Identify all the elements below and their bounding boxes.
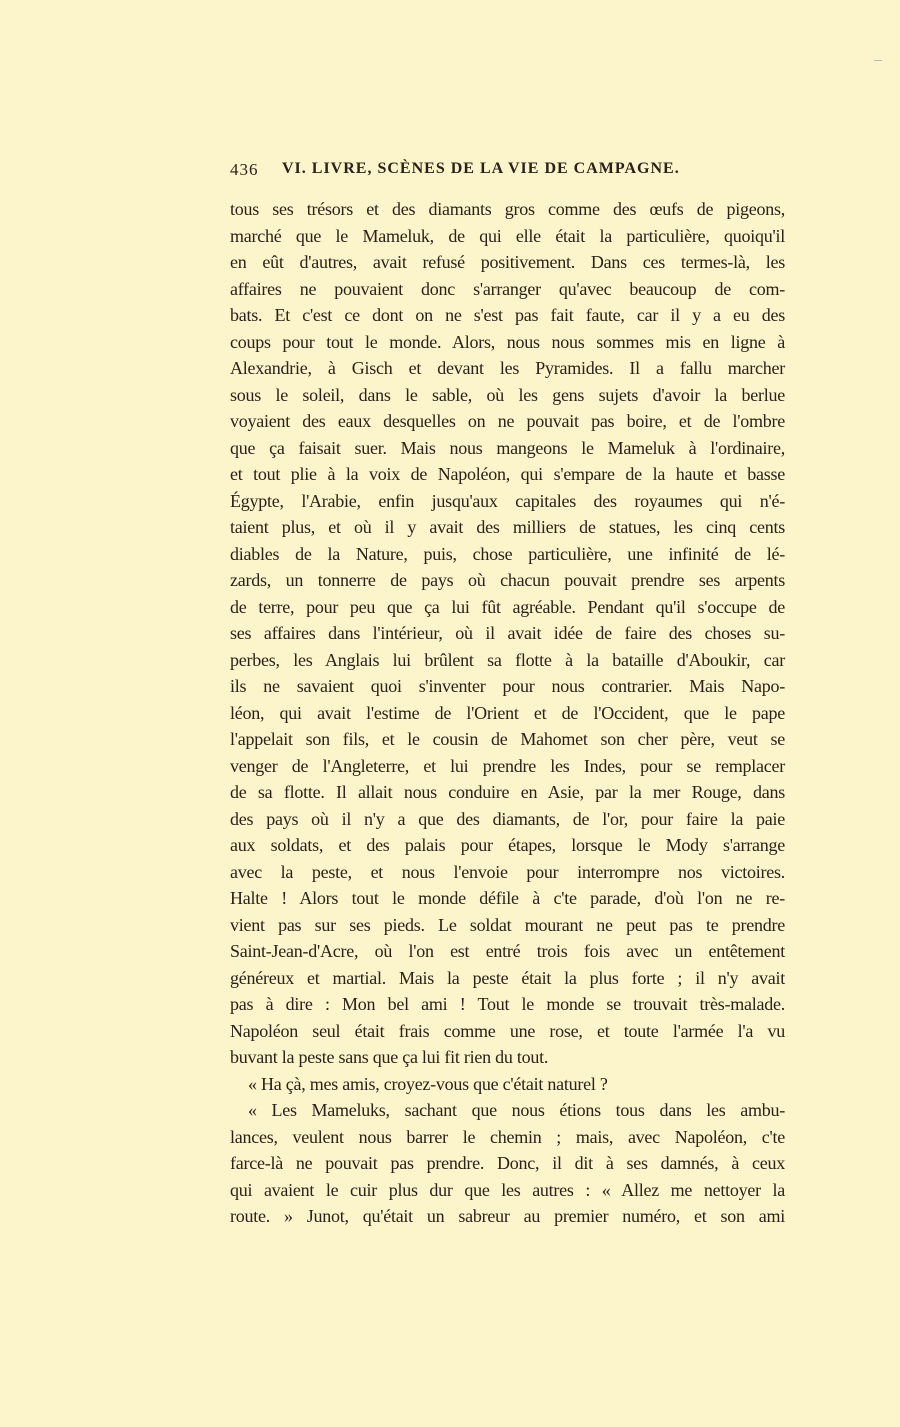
text-line: vient pas sur ses pieds. Le soldat mourant ne peut pas te prendre bbox=[230, 914, 785, 935]
text-line: en eût d'autres, avait refusé positivement. Dans ces termes-là, les bbox=[230, 252, 785, 272]
text-line: route. » Junot, qu'était un sabreur au premier numéro, et son ami bbox=[230, 1206, 785, 1226]
text-line: pas à dire : Mon bel ami ! Tout le monde se trouvait très-malade. bbox=[230, 994, 785, 1014]
text-line: aux soldats, et des palais pour étapes, lorsque le Mody s'arrange bbox=[230, 835, 785, 855]
text-line: et tout plie à la voix de Napoléon, qui s'empare de la haute et basse bbox=[230, 464, 785, 484]
text-line: lances, veulent nous barrer le chemin ; mais, avec Napoléon, c'te bbox=[230, 1126, 785, 1147]
text-line: généreux et martial. Mais la peste était la plus forte ; il n'y avait bbox=[230, 967, 785, 988]
text-line: qui avaient le cuir plus dur que les autres : « Allez me nettoyer la bbox=[230, 1179, 785, 1200]
text-line: perbes, les Anglais lui brûlent sa flotte à la bataille d'Aboukir, car bbox=[230, 649, 785, 670]
text-line: Égypte, l'Arabie, enfin jusqu'aux capitales des royaumes qui n'é- bbox=[230, 490, 785, 511]
text-line: taient plus, et où il y avait des milliers de statues, les cinq cents bbox=[230, 517, 785, 537]
text-line: voyaient des eaux desquelles on ne pouvait pas boire, et de l'ombre bbox=[230, 411, 785, 431]
text-line: venger de l'Angleterre, et lui prendre les Indes, pour se remplacer bbox=[230, 755, 785, 776]
text-line: sous le soleil, dans le sable, où les gens sujets d'avoir la berlue bbox=[230, 384, 785, 405]
text-line: bats. Et c'est ce dont on ne s'est pas fait faute, car il y a eu des bbox=[230, 305, 785, 325]
text-line: de terre, pour peu que ça lui fût agréable. Pendant qu'il s'occupe de bbox=[230, 596, 785, 617]
text-line: tous ses trésors et des diamants gros comme des œufs de pigeons, bbox=[230, 199, 785, 219]
text-line: coups pour tout le monde. Alors, nous nous sommes mis en ligne à bbox=[230, 331, 785, 352]
text-line: « Les Mameluks, sachant que nous étions tous dans les ambu- bbox=[248, 1100, 785, 1120]
text-line: buvant la peste sans que ça lui fit rien du tout. bbox=[230, 1047, 549, 1067]
text-line: farce-là ne pouvait pas prendre. Donc, il dit à ses damnés, à ceux bbox=[230, 1153, 785, 1173]
text-line: de sa flotte. Il allait nous conduire en Asie, par la mer Rouge, dans bbox=[230, 782, 785, 802]
body-text bbox=[230, 196, 785, 1230]
page-number: 436 bbox=[230, 160, 259, 179]
text-line: que ça faisait suer. Mais nous mangeons le Mameluk à l'ordinaire, bbox=[230, 437, 785, 458]
text-line: Napoléon seul était frais comme une rose, et toute l'armée l'a vu bbox=[230, 1020, 785, 1041]
text-line: diables de la Nature, puis, chose particulière, une infinité de lé- bbox=[230, 543, 785, 564]
text-line: « Ha çà, mes amis, croyez-vous que c'était naturel ? bbox=[248, 1073, 608, 1094]
margin-mark bbox=[874, 60, 882, 61]
running-header bbox=[230, 160, 785, 186]
text-line: Saint-Jean-d'Acre, où l'on est entré trois fois avec un entêtement bbox=[230, 941, 785, 961]
text-line: avec la peste, et nous l'envoie pour interrompre nos victoires. bbox=[230, 861, 785, 882]
text-line: Halte ! Alors tout le monde défile à c'te parade, d'où l'on ne re- bbox=[230, 888, 785, 908]
text-line: affaires ne pouvaient donc s'arranger qu'avec beaucoup de com- bbox=[230, 278, 785, 299]
text-line: zards, un tonnerre de pays où chacun pouvait prendre ses arpents bbox=[230, 570, 785, 590]
text-line: des pays où il n'y a que des diamants, de l'or, pour faire la paie bbox=[230, 808, 785, 829]
running-title: VI. LIVRE, SCÈNES DE LA VIE DE CAMPAGNE. bbox=[282, 160, 680, 177]
text-line: ses affaires dans l'intérieur, où il avait idée de faire des choses su- bbox=[230, 623, 785, 643]
text-line: l'appelait son fils, et le cousin de Mahomet son cher père, veut se bbox=[230, 729, 785, 749]
text-line: marché que le Mameluk, de qui elle était la particulière, quoiqu'il bbox=[230, 225, 785, 246]
text-line: Alexandrie, à Gisch et devant les Pyramides. Il a fallu marcher bbox=[230, 358, 785, 378]
text-line: ils ne savaient quoi s'inventer pour nous contrarier. Mais Napo- bbox=[230, 676, 785, 696]
text-line: léon, qui avait l'estime de l'Orient et de l'Occident, que le pape bbox=[230, 702, 785, 723]
